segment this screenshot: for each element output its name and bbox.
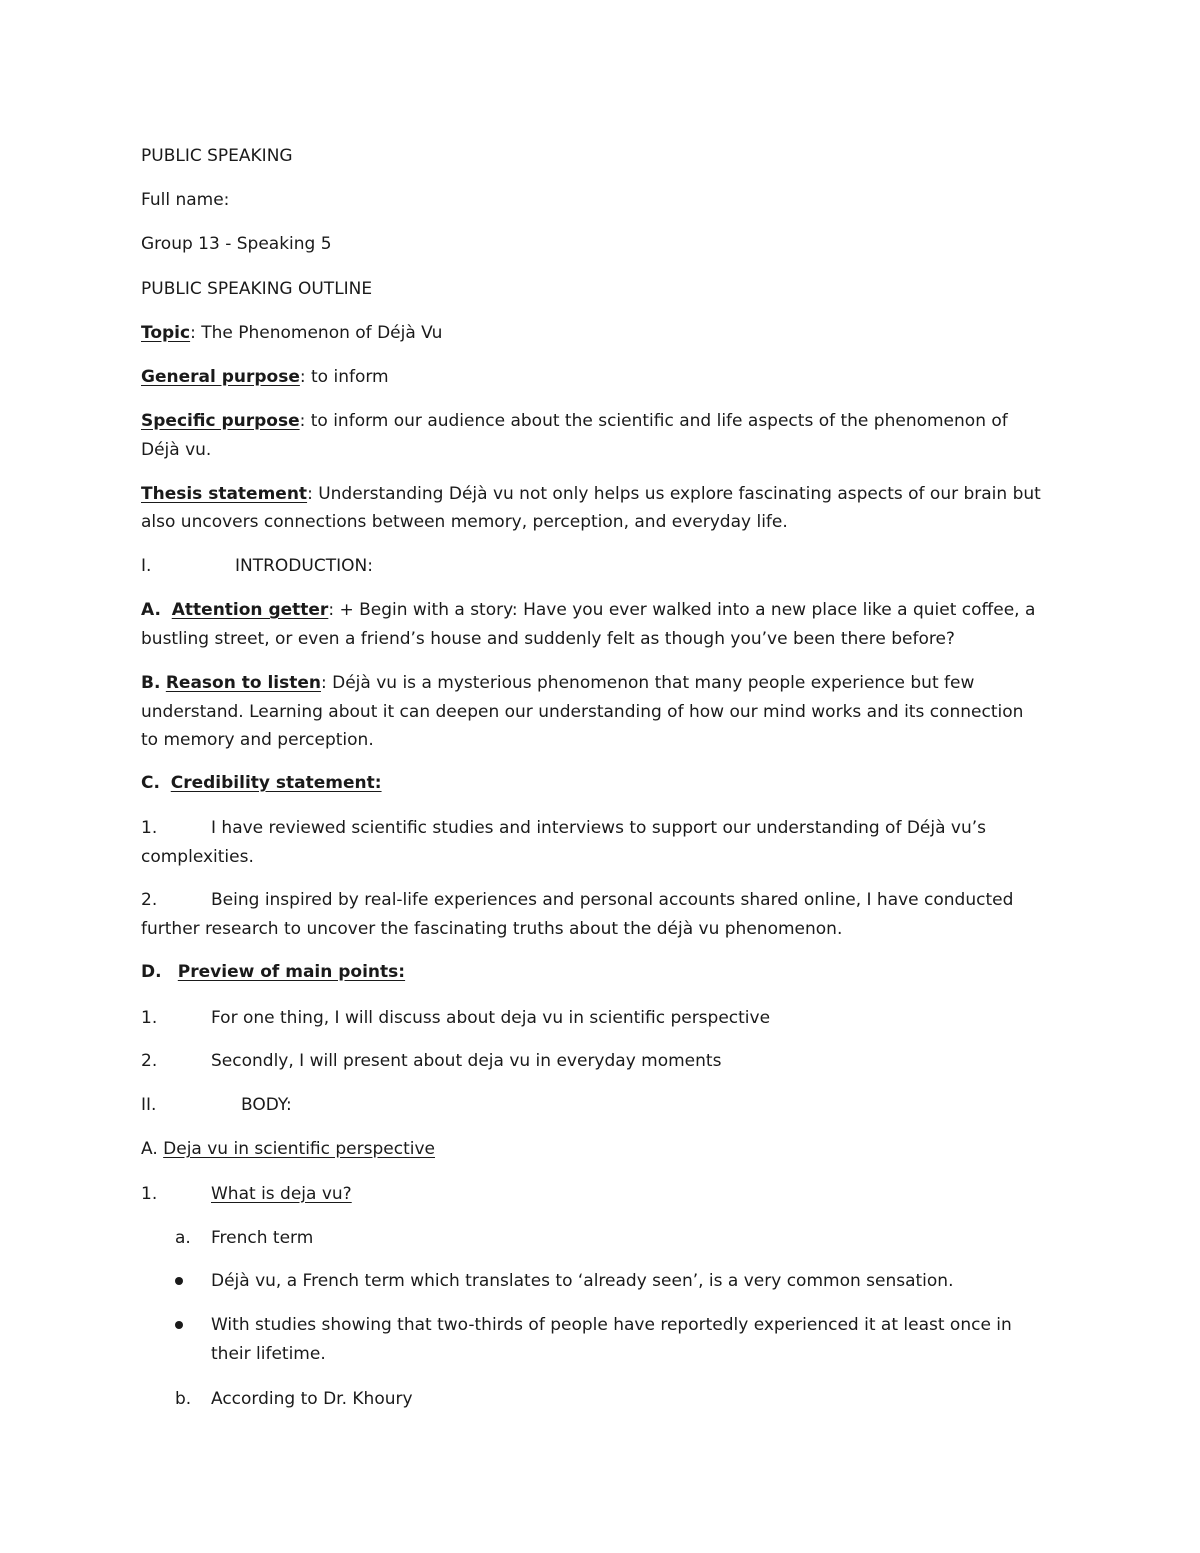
general-purpose-value: : to inform — [299, 367, 389, 387]
general-purpose-label: General purpose — [141, 367, 300, 387]
credibility-item-2-number: 2. — [141, 890, 158, 910]
reason-line-3: to memory and perception. — [141, 730, 374, 750]
outline-title: PUBLIC SPEAKING OUTLINE — [141, 279, 373, 299]
general-purpose-line — [141, 366, 389, 388]
credibility-label: Credibility statement: — [170, 773, 382, 793]
credibility-item-1-number: 1. — [141, 818, 158, 838]
thesis-line-2: also uncovers connections between memory, perception, and everyday life. — [141, 512, 788, 532]
attention-getter-line — [141, 599, 1035, 621]
credibility-item-2-text: Being inspired by real-life experiences and personal accounts shared online, I have conducted — [211, 890, 1014, 910]
preview-item-2-text: Secondly, I will present about deja vu in everyday moments — [211, 1051, 722, 1071]
section-a-title: Deja vu in scientific perspective — [163, 1139, 435, 1159]
bullet-dot — [175, 1321, 183, 1329]
preview-item-1-number: 1. — [141, 1008, 158, 1028]
reason-line — [141, 672, 974, 694]
preview-letter: D. — [141, 962, 162, 982]
sub-b-text: According to Dr. Khoury — [211, 1389, 413, 1409]
attention-letter: A. — [141, 600, 161, 620]
reason-letter: B. — [141, 673, 161, 693]
attention-label: Attention getter — [171, 600, 329, 620]
topic-line — [141, 322, 442, 344]
credibility-letter: C. — [141, 773, 160, 793]
body-heading: BODY: — [241, 1095, 292, 1115]
preview-heading — [141, 961, 405, 983]
specific-purpose-line — [141, 410, 1008, 432]
thesis-text: : Understanding Déjà vu not only helps us explore fascinating aspects of our brain but — [307, 484, 1041, 504]
credibility-heading — [141, 772, 382, 794]
bullet-2-text: With studies showing that two-thirds of people have reportedly experienced it at least once in — [211, 1315, 1012, 1335]
bullet-2-text-2: their lifetime. — [211, 1344, 326, 1364]
intro-heading: INTRODUCTION: — [235, 556, 373, 576]
specific-purpose-text: : to inform our audience about the scientific and life aspects of the phenomenon of — [299, 411, 1008, 431]
body-numeral: II. — [141, 1095, 157, 1115]
item-1-number: 1. — [141, 1184, 158, 1204]
thesis-label: Thesis statement — [141, 484, 308, 504]
specific-purpose-label: Specific purpose — [141, 411, 300, 431]
full-name-label: Full name: — [141, 190, 230, 210]
reason-label: Reason to listen — [165, 673, 321, 693]
item-1-title: What is deja vu? — [211, 1184, 352, 1204]
credibility-item-1-text-2: complexities. — [141, 847, 254, 867]
bullet-1-text: Déjà vu, a French term which translates to ‘already seen’, is a very common sensation. — [211, 1271, 954, 1291]
credibility-item-1-text: I have reviewed scientific studies and interviews to support our understanding of Déjà vu’s — [211, 818, 987, 838]
preview-label: Preview of main points: — [177, 962, 406, 982]
topic-label: Topic — [141, 323, 191, 343]
preview-item-1-text: For one thing, I will discuss about deja vu in scientific perspective — [211, 1008, 771, 1028]
section-a-letter: A. — [141, 1139, 158, 1159]
topic-value: : The Phenomenon of Déjà Vu — [190, 323, 443, 343]
specific-purpose-line-2: Déjà vu. — [141, 440, 212, 460]
group-label: Group 13 - Speaking 5 — [141, 234, 332, 254]
thesis-line — [141, 483, 1041, 505]
reason-line-2: understand. Learning about it can deepen our understanding of how our mind works and its connection — [141, 702, 1024, 722]
sub-a-letter: a. — [175, 1228, 191, 1248]
course-title: PUBLIC SPEAKING — [141, 146, 293, 166]
sub-a-text: French term — [211, 1228, 314, 1248]
preview-item-2-number: 2. — [141, 1051, 158, 1071]
attention-getter-line-2: bustling street, or even a friend’s house and suddenly felt as though you’ve been there before? — [141, 629, 955, 649]
credibility-item-2-text-2: further research to uncover the fascinating truths about the déjà vu phenomenon. — [141, 919, 843, 939]
intro-numeral: I. — [141, 556, 152, 576]
bullet-dot — [175, 1277, 183, 1285]
sub-b-letter: b. — [175, 1389, 192, 1409]
reason-text: : Déjà vu is a mysterious phenomenon that many people experience but few — [321, 673, 975, 693]
section-a-heading — [141, 1138, 435, 1160]
attention-text: : + Begin with a story: Have you ever walked into a new place like a quiet coffee, a — [328, 600, 1036, 620]
